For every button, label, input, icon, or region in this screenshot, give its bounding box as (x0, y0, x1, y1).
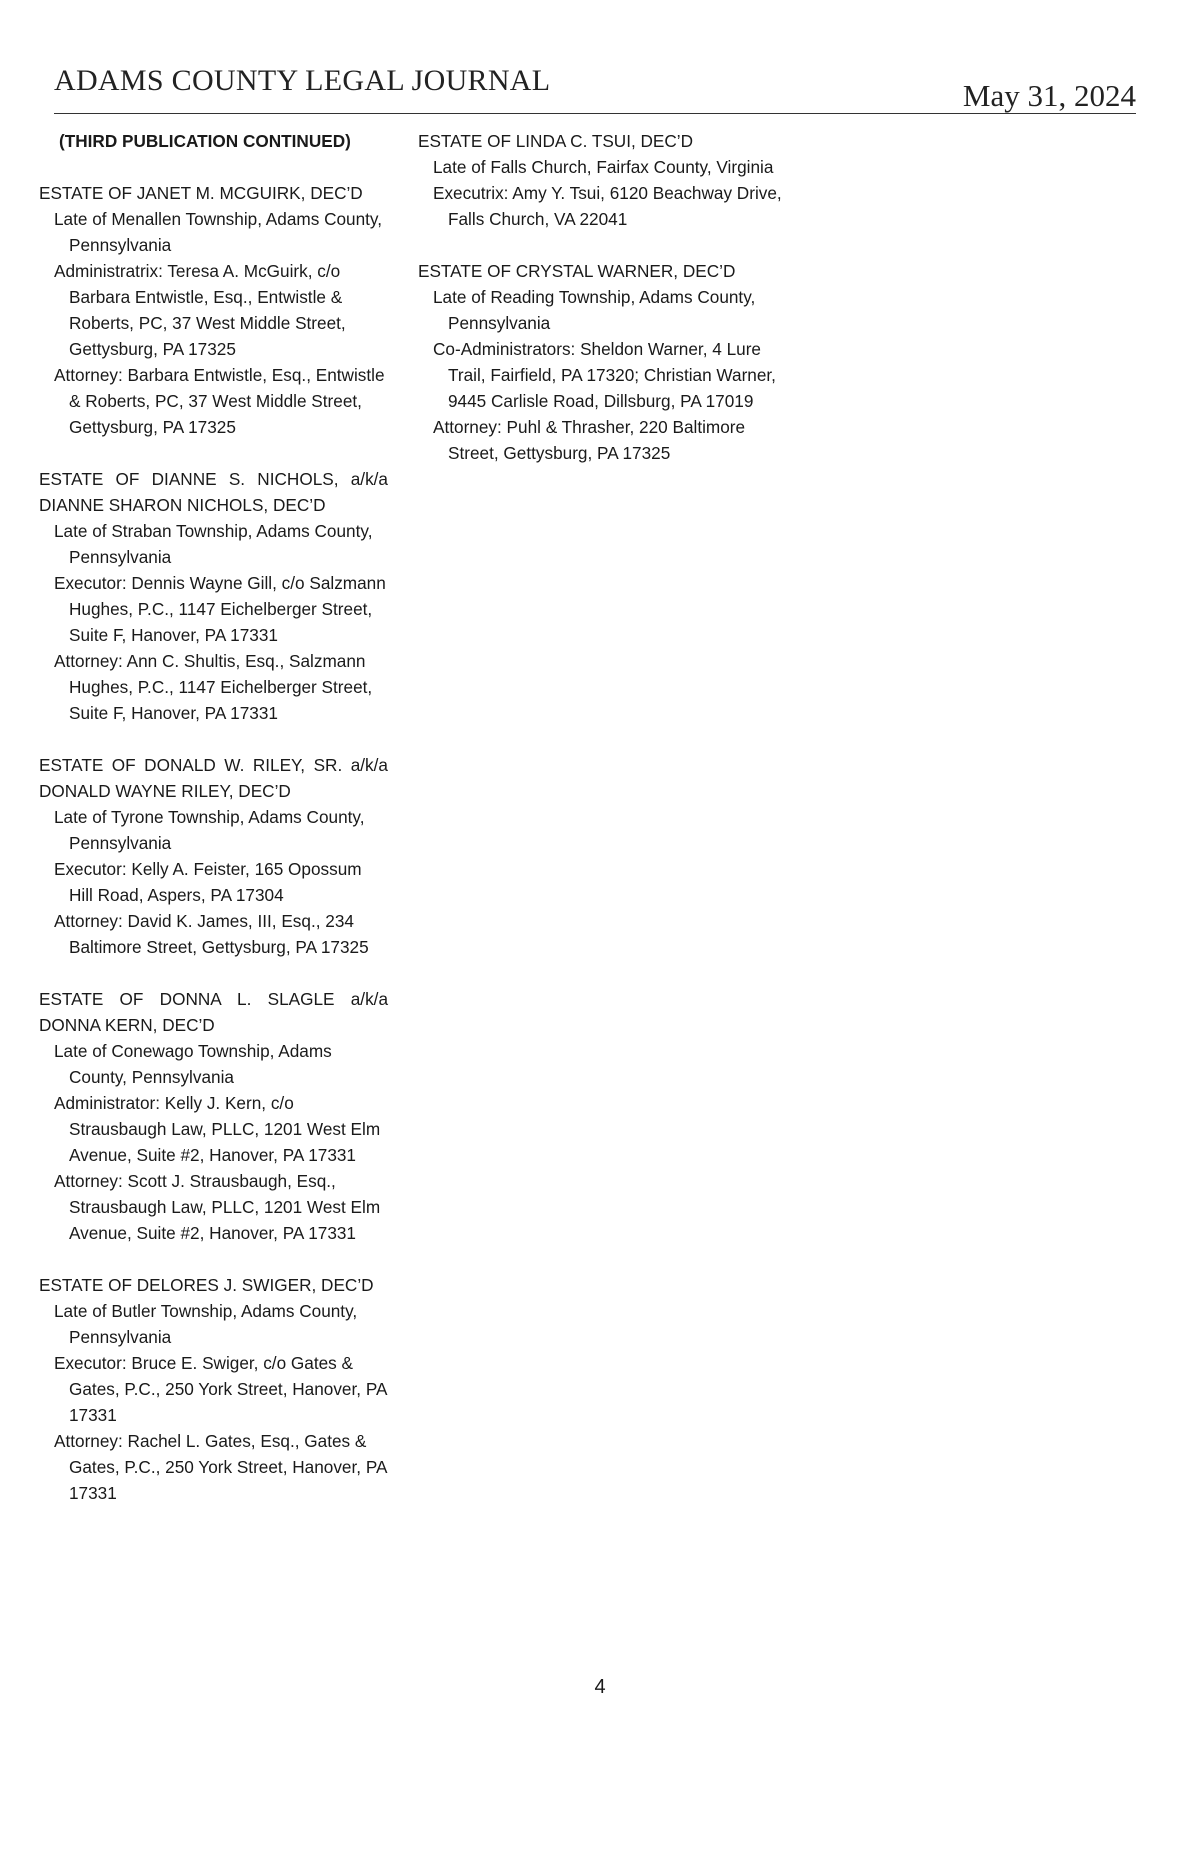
estate-name: ESTATE OF DONNA L. SLAGLE a/k/a DONNA KERN, DEC’D (39, 989, 388, 1035)
estate-notice (39, 986, 388, 1246)
estate-attorney: Attorney: David K. James, III, Esq., 234 Baltimore Street, Gettysburg, PA 17325 (54, 911, 369, 957)
estate-attorney: Attorney: Rachel L. Gates, Esq., Gates & Gates, P.C., 250 York Street, Hanover, PA 17331 (54, 1431, 387, 1503)
estate-representative: Administrator: Kelly J. Kern, c/o Strausbaugh Law, PLLC, 1201 West Elm Avenue, Suite #2, Hanover, PA 17331 (54, 1093, 381, 1165)
estate-notice (39, 180, 388, 440)
estate-attorney: Attorney: Barbara Entwistle, Esq., Entwistle & Roberts, PC, 37 West Middle Street, Gettysburg, PA 17325 (54, 365, 385, 437)
estate-representative: Co-Administrators: Sheldon Warner, 4 Lure Trail, Fairfield, PA 17320; Christian Warner, 9445 Carlisle Road, Dillsburg, PA 17019 (433, 339, 776, 411)
estate-notice (39, 752, 388, 960)
estate-residence: Late of Falls Church, Fairfax County, Virginia (433, 157, 774, 177)
left-column (39, 128, 388, 1532)
estate-name: ESTATE OF LINDA C. TSUI, DEC’D (418, 131, 694, 151)
estate-residence: Late of Conewago Township, Adams County, Pennsylvania (54, 1041, 332, 1087)
estate-name: ESTATE OF DELORES J. SWIGER, DEC’D (39, 1275, 374, 1295)
estate-name: ESTATE OF DIANNE S. NICHOLS, a/k/a DIANNE SHARON NICHOLS, DEC’D (39, 469, 388, 515)
estate-notice (39, 1272, 388, 1506)
estate-residence: Late of Butler Township, Adams County, Pennsylvania (54, 1301, 358, 1347)
estate-notice (418, 258, 788, 466)
estate-residence: Late of Tyrone Township, Adams County, Pennsylvania (54, 807, 365, 853)
estate-name: ESTATE OF JANET M. MCGUIRK, DEC’D (39, 183, 363, 203)
journal-title: ADAMS COUNTY LEGAL JOURNAL (54, 64, 551, 97)
right-column (418, 128, 788, 492)
header-rule (54, 113, 1136, 114)
estate-notice (39, 466, 388, 726)
section-heading: (THIRD PUBLICATION CONTINUED) (59, 131, 351, 151)
estate-name: ESTATE OF DONALD W. RILEY, SR. a/k/a DONALD WAYNE RILEY, DEC’D (39, 755, 388, 801)
estate-representative: Executor: Bruce E. Swiger, c/o Gates & Gates, P.C., 250 York Street, Hanover, PA 17331 (54, 1353, 387, 1425)
publication-date: May 31, 2024 (962, 78, 1136, 113)
estate-residence: Late of Reading Township, Adams County, Pennsylvania (433, 287, 756, 333)
estate-attorney: Attorney: Scott J. Strausbaugh, Esq., Strausbaugh Law, PLLC, 1201 West Elm Avenue, Suite #2, Hanover, PA 17331 (54, 1171, 381, 1243)
estate-attorney: Attorney: Puhl & Thrasher, 220 Baltimore Street, Gettysburg, PA 17325 (433, 417, 746, 463)
estate-notice (418, 128, 788, 232)
estate-attorney: Attorney: Ann C. Shultis, Esq., Salzmann Hughes, P.C., 1147 Eichelberger Street, Suite F, Hanover, PA 17331 (54, 651, 373, 723)
page-number: 4 (594, 1676, 606, 1698)
estate-representative: Executor: Dennis Wayne Gill, c/o Salzmann Hughes, P.C., 1147 Eichelberger Street, Suite F, Hanover, PA 17331 (54, 573, 386, 645)
estate-name: ESTATE OF CRYSTAL WARNER, DEC’D (418, 261, 736, 281)
estate-representative: Executrix: Amy Y. Tsui, 6120 Beachway Drive, Falls Church, VA 22041 (433, 183, 782, 229)
estate-residence: Late of Straban Township, Adams County, Pennsylvania (54, 521, 373, 567)
estate-residence: Late of Menallen Township, Adams County, Pennsylvania (54, 209, 383, 255)
estate-representative: Administratrix: Teresa A. McGuirk, c/o Barbara Entwistle, Esq., Entwistle & Roberts, PC, 37 West Middle Street, Gettysburg, PA 17325 (54, 261, 346, 359)
estate-representative: Executor: Kelly A. Feister, 165 Opossum Hill Road, Aspers, PA 17304 (54, 859, 362, 905)
